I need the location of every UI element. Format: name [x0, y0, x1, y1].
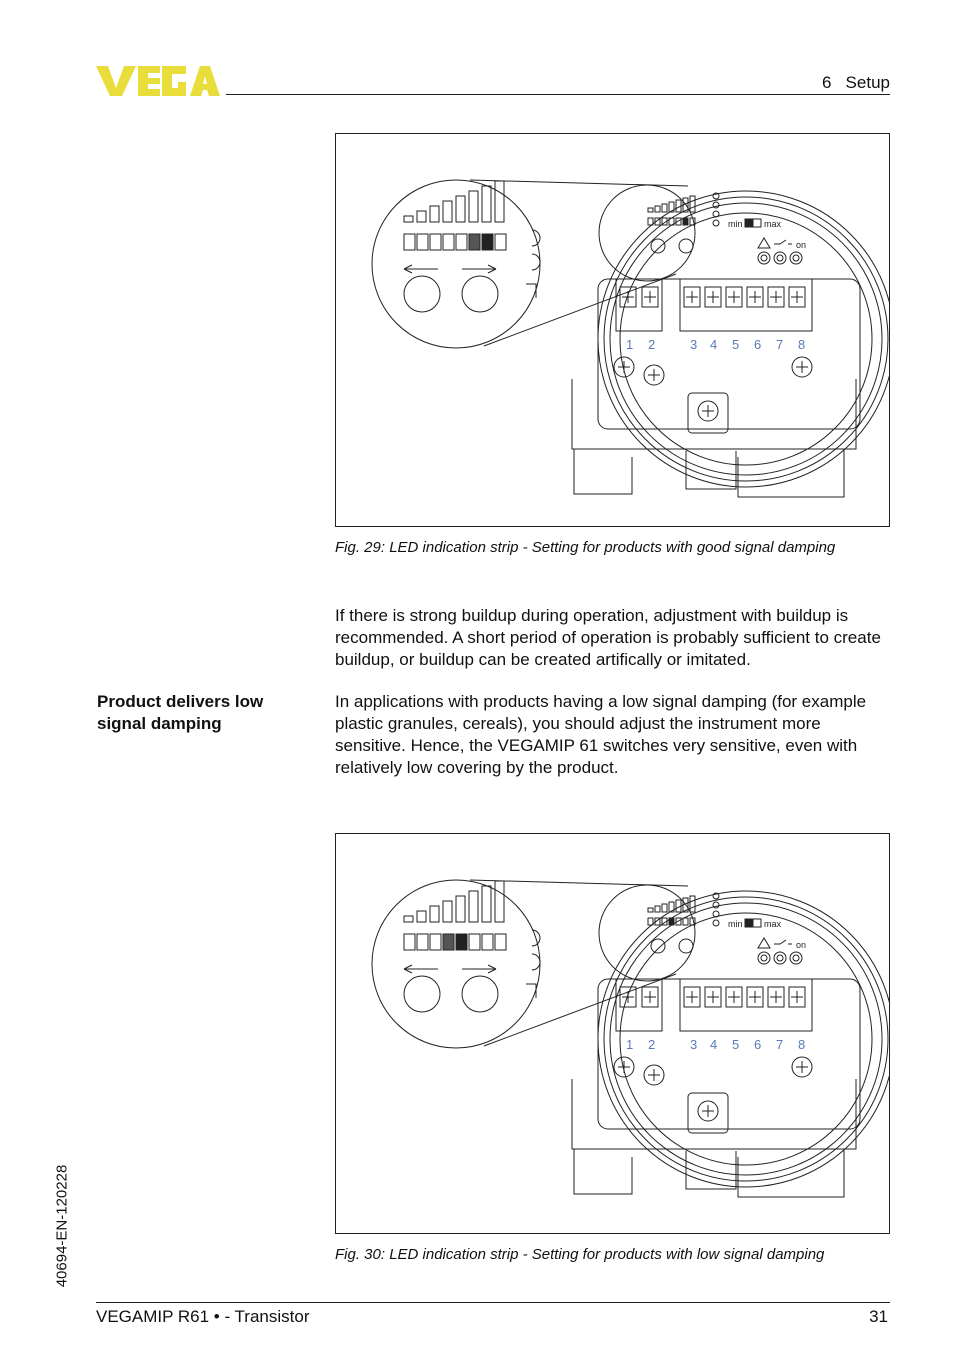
button-large: [404, 276, 440, 312]
indicator-lamp: [790, 952, 802, 964]
signal-bar-large: [495, 181, 504, 222]
terminal-number: 8: [798, 1037, 806, 1052]
terminal-number: 7: [776, 337, 784, 352]
switch-label-max: max: [764, 219, 782, 229]
indicator-lamp-inner: [777, 255, 783, 261]
status-led: [713, 920, 719, 926]
terminal-cross: [749, 291, 761, 303]
signal-bar-large: [482, 186, 491, 222]
terminal-number: 5: [732, 337, 740, 352]
button-small: [679, 239, 693, 253]
section-title: 6 Setup: [821, 73, 890, 92]
housing-outline: [572, 1079, 856, 1149]
indicator-lamp-inner: [793, 255, 799, 261]
signal-bar: [690, 196, 695, 212]
terminal-number: 1: [626, 337, 634, 352]
switch-icon: [774, 240, 792, 244]
arrow-right: [462, 965, 496, 973]
housing-ring: [598, 891, 889, 1187]
led-large: [456, 934, 467, 950]
terminal-cross: [749, 991, 761, 1003]
terminal-number: 3: [690, 1037, 698, 1052]
terminal-number: 3: [690, 337, 698, 352]
led-large: [443, 234, 454, 250]
terminal-number: 1: [626, 1037, 634, 1052]
signal-bar-large: [456, 196, 465, 222]
led-small: [669, 918, 674, 925]
signal-bar-large: [443, 901, 452, 922]
terminal-number: 7: [776, 1037, 784, 1052]
zoom-marker: [599, 885, 695, 981]
terminal-cross: [770, 291, 782, 303]
led-large: [495, 934, 506, 950]
indicator-lamp-inner: [761, 255, 767, 261]
terminal-number: 4: [710, 337, 718, 352]
body-paragraph: In applications with products having a low signal damping (for example plastic granules, cereals), you should adjust the instrument more sensitive. Hence, the VEGAMIP 61 switches very sensitive, even with relatively low covering by the product.: [335, 692, 867, 777]
terminal-cross: [791, 291, 803, 303]
led-large: [430, 234, 441, 250]
led-small: [683, 918, 688, 925]
housing-ring: [604, 197, 888, 481]
indicator-lamp: [774, 252, 786, 264]
housing-ring: [620, 913, 872, 1165]
led-large: [443, 934, 454, 950]
indicator-lamp: [758, 252, 770, 264]
terminal-number: 6: [754, 1037, 762, 1052]
electronics-compartment: [598, 979, 860, 1129]
indicator-lamp: [774, 952, 786, 964]
document-id: [40, 1156, 84, 1296]
terminal-cross: [644, 291, 656, 303]
indicator-lamp-inner: [761, 955, 767, 961]
terminal-cross: [728, 991, 740, 1003]
edge-detail: [526, 230, 540, 298]
terminal-cross: [686, 991, 698, 1003]
terminal-cross: [728, 291, 740, 303]
terminal-number: 4: [710, 1037, 718, 1052]
button-small: [679, 939, 693, 953]
signal-bar-large: [482, 886, 491, 922]
button-small: [651, 939, 665, 953]
led-large: [482, 234, 493, 250]
magnifier-connector: [484, 974, 676, 1046]
signal-bar-large: [430, 906, 439, 922]
mode-switch-knob: [746, 920, 753, 926]
mode-switch-knob: [746, 220, 753, 226]
status-led: [713, 211, 719, 217]
device-drawing: [336, 834, 889, 1233]
led-large: [417, 934, 428, 950]
body-paragraph: If there is strong buildup during operation, adjustment with buildup is recommended. A short period of operation is probably sufficient to create buildup, or buildup can be created artifically or imitated.: [335, 606, 881, 669]
label-on: on: [796, 240, 807, 250]
arrow-left: [404, 265, 438, 273]
screw-slot: [702, 1105, 714, 1117]
signal-bar-large: [456, 896, 465, 922]
signal-bar-large: [443, 201, 452, 222]
status-led: [713, 911, 719, 917]
signal-bar: [648, 208, 653, 212]
button-large: [462, 976, 498, 1012]
switch-label-min: min: [728, 219, 743, 229]
footer-product: VEGAMIP R61 • - Transistor: [96, 1307, 310, 1326]
indicator-lamp-inner: [777, 955, 783, 961]
screw-slot: [702, 405, 714, 417]
led-small: [683, 218, 688, 225]
terminal-cross: [707, 991, 719, 1003]
button-small: [651, 239, 665, 253]
terminal-cross: [622, 291, 634, 303]
device-drawing: [336, 134, 889, 526]
signal-bar-large: [430, 206, 439, 222]
signal-bar: [648, 908, 653, 912]
led-large: [482, 934, 493, 950]
signal-bar-large: [417, 211, 426, 222]
signal-bar-large: [469, 191, 478, 222]
switch-icon: [774, 940, 792, 944]
signal-bar: [655, 906, 660, 912]
figure-30: [335, 833, 890, 1234]
led-large: [469, 234, 480, 250]
led-large: [469, 934, 480, 950]
button-large: [462, 276, 498, 312]
signal-bar: [690, 896, 695, 912]
led-large: [495, 234, 506, 250]
led-large: [417, 234, 428, 250]
screw-slot: [648, 1069, 660, 1081]
signal-bar-large: [404, 916, 413, 922]
terminal-cross: [644, 991, 656, 1003]
signal-bar-large: [417, 911, 426, 922]
vega-logo: [96, 64, 220, 98]
signal-bar: [662, 204, 667, 212]
warning-icon: [758, 938, 770, 948]
housing-ring: [620, 213, 872, 465]
status-led: [713, 202, 719, 208]
figure-30-caption: Fig. 30: LED indication strip - Setting for products with low signal damping: [335, 1246, 825, 1263]
terminal-number: 5: [732, 1037, 740, 1052]
figure-29-caption: Fig. 29: LED indication strip - Setting for products with good signal damping: [335, 539, 836, 556]
label-on: on: [796, 940, 807, 950]
status-led: [713, 220, 719, 226]
terminal-cross: [707, 291, 719, 303]
indicator-lamp: [758, 952, 770, 964]
arrow-left: [404, 965, 438, 973]
button-large: [404, 976, 440, 1012]
signal-bar-large: [495, 881, 504, 922]
page-number: 31: [869, 1307, 888, 1326]
status-led: [713, 902, 719, 908]
terminal-cross: [622, 991, 634, 1003]
indicator-lamp-inner: [793, 955, 799, 961]
edge-detail: [526, 930, 540, 998]
warning-icon: [758, 238, 770, 248]
housing-ring: [598, 191, 889, 487]
magnifier-connector: [484, 274, 676, 346]
screw-slot: [648, 369, 660, 381]
arrow-right: [462, 265, 496, 273]
switch-label-min: min: [728, 919, 743, 929]
led-large: [456, 234, 467, 250]
electronics-compartment: [598, 279, 860, 429]
terminal-number: 8: [798, 337, 806, 352]
screw-slot: [618, 1061, 630, 1073]
figure-29: [335, 133, 890, 527]
zoom-marker: [599, 185, 695, 281]
screw-slot: [796, 361, 808, 373]
signal-bar: [655, 206, 660, 212]
led-large: [430, 934, 441, 950]
indicator-lamp: [790, 252, 802, 264]
terminal-number: 2: [648, 1037, 656, 1052]
screw-slot: [796, 1061, 808, 1073]
signal-bar-large: [404, 216, 413, 222]
housing-outline: [572, 379, 856, 449]
side-heading: Product delivers low signal damping: [97, 692, 264, 733]
terminal-number: 2: [648, 337, 656, 352]
cable-gland-left: [574, 1149, 632, 1194]
document-id-text: 40694-EN-120228: [53, 1164, 71, 1288]
housing-ring: [604, 897, 888, 1181]
terminal-cross: [770, 991, 782, 1003]
signal-bar: [662, 904, 667, 912]
cable-gland-left: [574, 449, 632, 494]
header-rule: [226, 94, 890, 95]
switch-label-max: max: [764, 919, 782, 929]
terminal-cross: [686, 291, 698, 303]
signal-bar-large: [469, 891, 478, 922]
terminal-number: 6: [754, 337, 762, 352]
led-large: [404, 234, 415, 250]
footer-rule: [96, 1302, 890, 1303]
terminal-cross: [791, 991, 803, 1003]
led-large: [404, 934, 415, 950]
screw-slot: [618, 361, 630, 373]
